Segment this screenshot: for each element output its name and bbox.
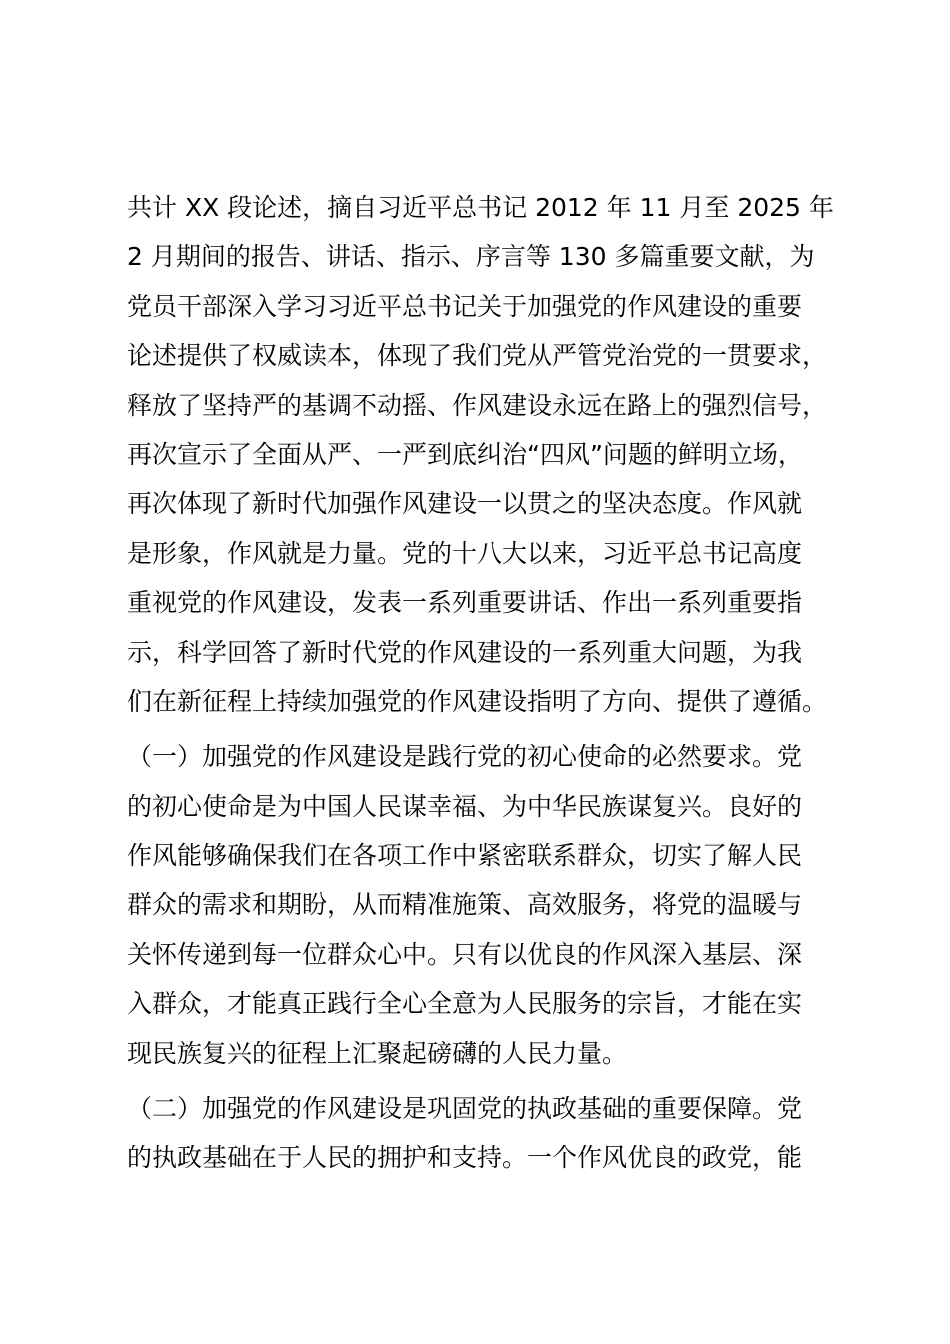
text-line: 是形象，作风就是力量。党的十八大以来，习近平总书记高度 — [127, 538, 803, 568]
text-line: 作风能够确保我们在各项工作中紧密联系群众，切实了解人民 — [127, 841, 803, 871]
text-line: 们在新征程上持续加强党的作风建设指明了方向、提供了遵循。 — [127, 686, 828, 716]
text-line: 重视党的作风建设，发表一系列重要讲话、作出一系列重要指 — [127, 588, 803, 618]
text-line: 释放了坚持严的基调不动摇、作风建设永远在路上的强烈信号， — [127, 390, 828, 420]
text-line: 示，科学回答了新时代党的作风建设的一系列重大问题，为我 — [127, 637, 803, 667]
document-body — [127, 183, 847, 1183]
paragraph-section-one — [127, 732, 847, 1078]
text-line: 党员干部深入学习习近平总书记关于加强党的作风建设的重要 — [127, 291, 803, 321]
paragraph-section-two — [127, 1084, 847, 1183]
text-line: 共计 XX 段论述，摘自习近平总书记 2012 年 11 月至 2025 年 — [127, 193, 834, 222]
section-heading-line: （一）加强党的作风建设是践行党的初心使命的必然要求。党 — [127, 742, 803, 772]
text-line: 入群众，才能真正践行全心全意为人民服务的宗旨，才能在实 — [127, 989, 803, 1019]
paragraph-intro — [127, 183, 847, 726]
text-line: 的执政基础在于人民的拥护和支持。一个作风优良的政党，能 — [127, 1143, 803, 1173]
text-line: 2 月期间的报告、讲话、指示、序言等 130 多篇重要文献，为 — [127, 242, 815, 272]
text-line: 关怀传递到每一位群众心中。只有以优良的作风深入基层、深 — [127, 939, 803, 969]
text-line: 的初心使命是为中国人民谋幸福、为中华民族谋复兴。良好的 — [127, 791, 803, 821]
section-heading-line: （二）加强党的作风建设是巩固党的执政基础的重要保障。党 — [127, 1094, 803, 1124]
text-line: 再次体现了新时代加强作风建设一以贯之的坚决态度。作风就 — [127, 489, 803, 519]
text-line: 现民族复兴的征程上汇聚起磅礴的人民力量。 — [127, 1038, 628, 1068]
text-line: 再次宣示了全面从严、一严到底纠治“四风”问题的鲜明立场， — [127, 439, 803, 469]
text-line: 群众的需求和期盼，从而精准施策、高效服务，将党的温暖与 — [127, 890, 803, 920]
text-line: 论述提供了权威读本，体现了我们党从严管党治党的一贯要求， — [127, 341, 828, 371]
